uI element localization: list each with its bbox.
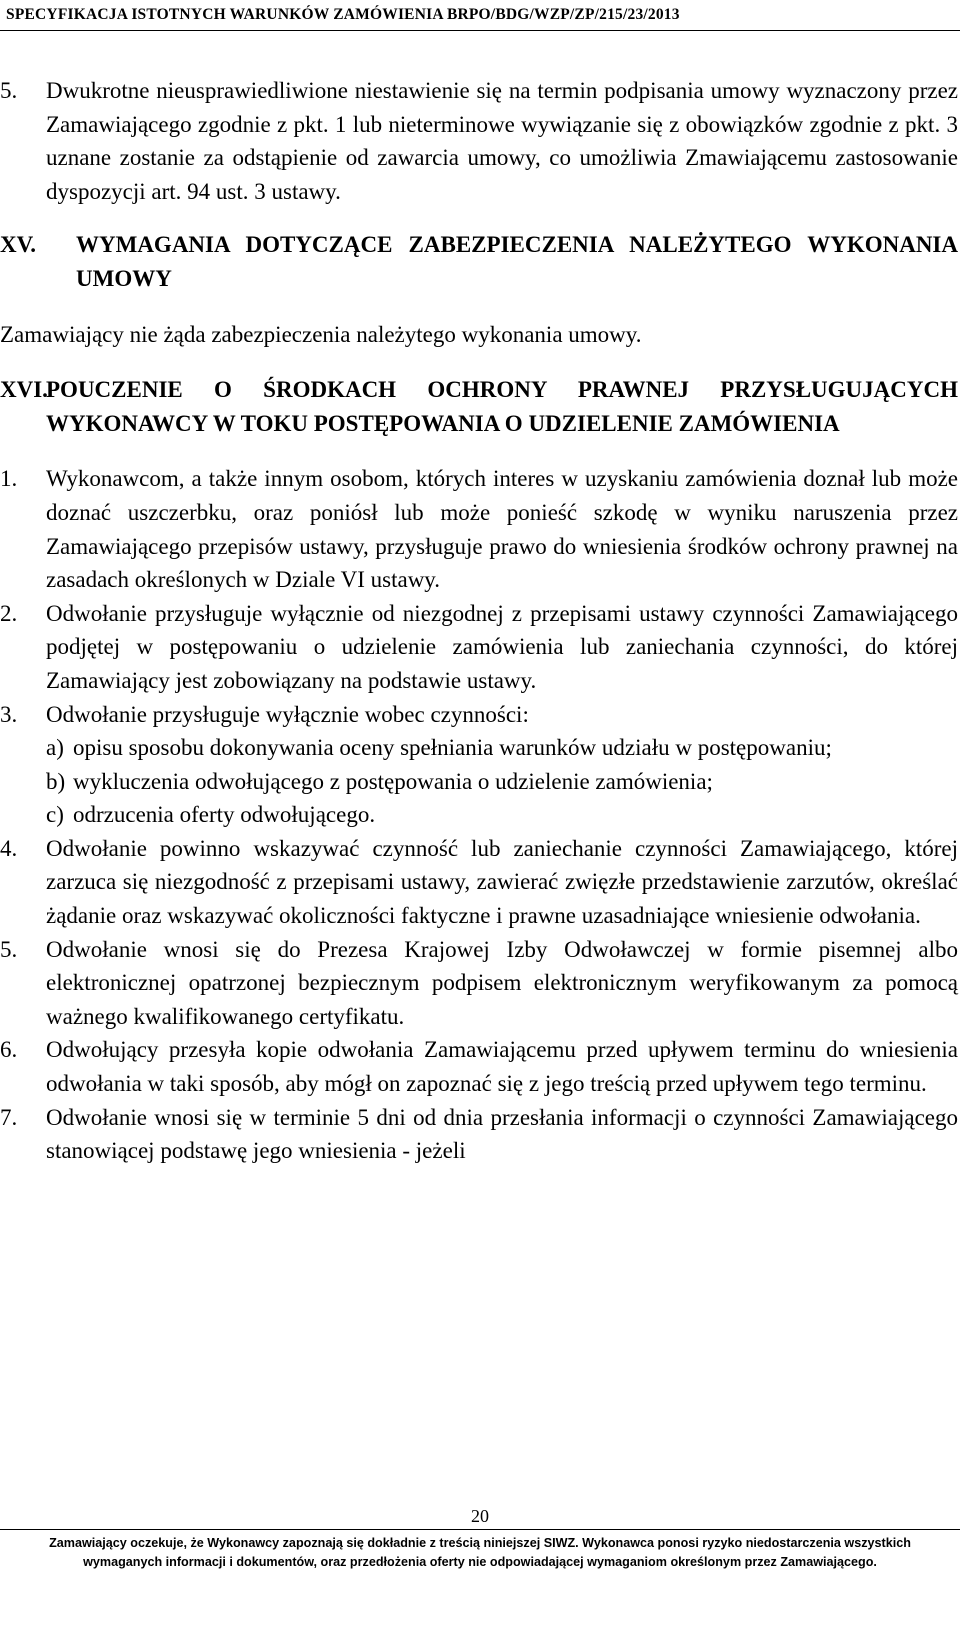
item-text: Odwołanie wnosi się w terminie 5 dni od dnia przesłania informacji o czynności Zamawiającego stanowiącej podstawę jego wniesienia - jeżeli (46, 1104, 958, 1164)
section-xvi-list (0, 462, 958, 1167)
page-header: SPECYFIKACJA ISTOTNYCH WARUNKÓW ZAMÓWIENIA BRPO/BDG/WZP/ZP/215/23/2013 (6, 6, 680, 23)
section-heading-xvi (0, 373, 958, 440)
item-number: 5. (0, 936, 18, 962)
list-item (0, 832, 958, 933)
item-text: Odwołanie przysługuje wyłącznie od niezgodnej z przepisami ustawy czynności Zamawiającego podjętej w postępowaniu o udzielenie zamówienia lub zaniechania czynności, do której Zamawiający jest zobowiązany na podstawie ustawy. (46, 600, 958, 693)
section-number: XVI. (0, 377, 48, 403)
footer-note-line: Zamawiający oczekuje, że Wykonawcy zapoznają się dokładnie z treścią niniejszej SIWZ. Wykonawca ponosi ryzyko niedostarczenia wszystkich (49, 1536, 911, 1550)
item-text: Wykonawcom, a także innym osobom, których interes w uzyskaniu zamówienia doznał lub może doznać uszczerbku, oraz poniósł lub może ponieść szkodę w wyniku naruszenia przez Zamawiającego przepisów ustawy, przysługuje prawo do wniesienia środków ochrony prawnej na zasadach określonych w Dziale VI ustawy. (46, 466, 958, 593)
sub-item-text: wykluczenia odwołującego z postępowania o udzielenie zamówienia; (73, 768, 713, 794)
item-number: 6. (0, 1037, 18, 1063)
sub-item-text: odrzucenia oferty odwołującego. (73, 802, 376, 828)
sub-item-letter: c) (46, 802, 64, 828)
footer-note (0, 1534, 960, 1572)
sub-item-letter: a) (46, 735, 64, 761)
list-item (0, 1033, 958, 1100)
document-body (0, 74, 958, 1168)
section-title: WYMAGANIA DOTYCZĄCE ZABEZPIECZENIA NALEŻYTEGO WYKONANIA UMOWY (76, 232, 958, 291)
item-text: Odwołujący przesyła kopie odwołania Zamawiającemu przed upływem terminu do wniesienia odwołania w taki sposób, aby mógł on zapoznać się z jego treścią przed upływem tego terminu. (46, 1037, 958, 1097)
page-number: 20 (471, 1506, 489, 1526)
item-number: 7. (0, 1104, 18, 1130)
footer-note-line: wymaganych informacji i dokumentów, oraz przedłożenia oferty nie odpowiadającej wymaganiom określonym przez Zamawiającego. (83, 1555, 877, 1569)
list-item (0, 462, 958, 596)
item-text: Odwołanie powinno wskazywać czynność lub zaniechanie czynności Zamawiającego, której zarzuca się niezgodność z przepisami ustawy, zawierać zwięzłe przedstawienie zarzutów, określać żądanie oraz wskazywać okoliczności faktyczne i prawne uzasadniające wniesienie odwołania. (46, 835, 958, 929)
section-number: XV. (0, 232, 37, 258)
header-divider (0, 30, 960, 31)
sub-list-item (0, 731, 958, 765)
list-item (0, 933, 958, 1034)
list-item (0, 1101, 958, 1168)
section-xv-paragraph: Zamawiający nie żąda zabezpieczenia należytego wykonania umowy. (0, 321, 642, 347)
item-number: 5. (0, 78, 18, 103)
item-text: Odwołanie wnosi się do Prezesa Krajowej Izby Odwoławczej w formie pisemnej albo elektronicznej opatrzonej bezpiecznym podpisem elektronicznym weryfikowanym za pomocą ważnego kwalifikowanego certyfikatu. (46, 936, 958, 1029)
item-text: Dwukrotne nieusprawiedliwione niestawienie się na termin podpisania umowy wyznaczony przez Zamawiającego zgodnie z pkt. 1 lub nieterminowe wywiązanie się z obowiązków zgodnie z pkt. 3 uznane zostanie za odstąpienie od zawarcia umowy, co umożliwia Zmawiającemu zastosowanie dyspozycji art. 94 ust. 3 ustawy. (46, 78, 958, 204)
item-text: Odwołanie przysługuje wyłącznie wobec czynności: (46, 701, 529, 727)
section-title: POUCZENIE O ŚRODKACH OCHRONY PRAWNEJ PRZYSŁUGUJĄCYCH WYKONAWCY W TOKU POSTĘPOWANIA O UDZIELENIE ZAMÓWIENIA (46, 377, 958, 436)
section-heading-xv (0, 228, 958, 295)
sub-list-item (0, 765, 958, 799)
sub-item-letter: b) (46, 768, 66, 794)
item-number: 4. (0, 835, 18, 861)
list-item (0, 698, 958, 732)
list-item (0, 597, 958, 698)
footer-divider (0, 1529, 960, 1530)
item-number: 1. (0, 466, 18, 492)
list-item-prev-5 (0, 74, 958, 208)
item-number: 3. (0, 701, 18, 727)
sub-item-text: opisu sposobu dokonywania oceny spełniania warunków udziału w postępowaniu; (73, 735, 832, 761)
sub-list-item (0, 798, 958, 832)
item-number: 2. (0, 600, 18, 626)
